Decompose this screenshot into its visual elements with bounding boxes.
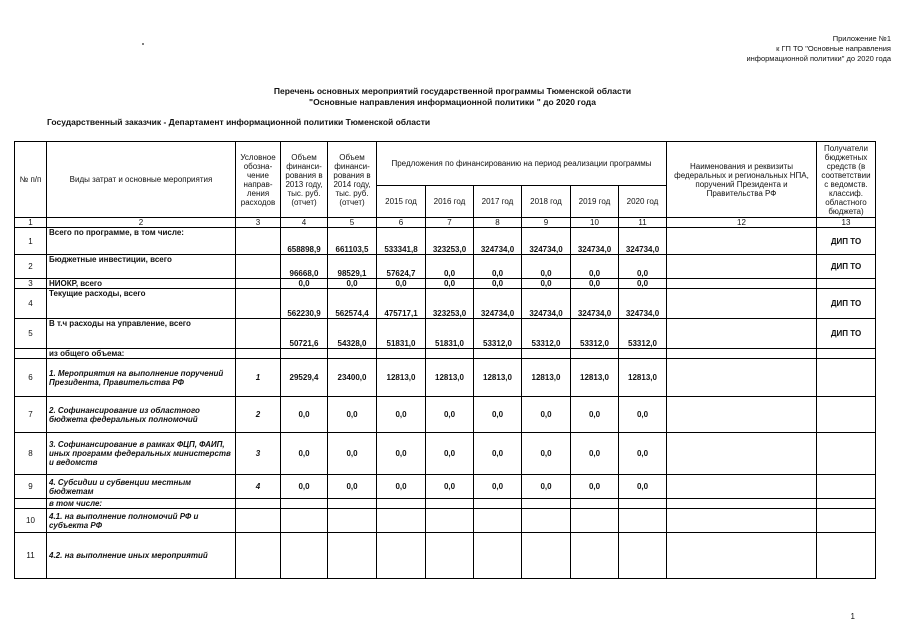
row-npa (667, 359, 817, 397)
row-value: 57624,7 (377, 255, 426, 279)
row-value: 0,0 (571, 255, 619, 279)
row-value: 0,0 (426, 279, 474, 289)
col-number: 3 (236, 218, 281, 228)
row-value: 0,0 (281, 433, 328, 475)
table-row (15, 499, 876, 509)
empty-cell (619, 509, 667, 533)
row-value: 562230,9 (281, 289, 328, 319)
row-recipient (817, 433, 876, 475)
row-value: 0,0 (281, 475, 328, 499)
empty-cell (522, 533, 571, 579)
row-value: 324734,0 (474, 228, 522, 255)
row-value: 54328,0 (328, 319, 377, 349)
empty-cell (667, 349, 817, 359)
table-row (15, 475, 876, 499)
row-recipient: ДИП ТО (817, 228, 876, 255)
empty-cell (667, 509, 817, 533)
empty-cell (328, 499, 377, 509)
empty-cell (236, 349, 281, 359)
row-value: 53312,0 (571, 319, 619, 349)
row-value: 323253,0 (426, 228, 474, 255)
row-value: 475717,1 (377, 289, 426, 319)
measures-table (14, 141, 876, 579)
row-value: 0,0 (522, 397, 571, 433)
empty-cell (377, 499, 426, 509)
row-index: 7 (15, 397, 47, 433)
empty-cell (522, 349, 571, 359)
row-value: 0,0 (281, 397, 328, 433)
row-name: Бюджетные инвестиции, всего (47, 255, 236, 279)
header-year: 2020 год (619, 186, 667, 218)
row-code (236, 319, 281, 349)
appendix-line-2: к ГП ТО "Основные направления (776, 44, 891, 53)
row-index: 3 (15, 279, 47, 289)
row-name: В т.ч расходы на управление, всего (47, 319, 236, 349)
row-value: 0,0 (377, 279, 426, 289)
row-index: 10 (15, 509, 47, 533)
row-value: 0,0 (328, 279, 377, 289)
empty-cell (236, 533, 281, 579)
col-number: 6 (377, 218, 426, 228)
empty-cell (817, 509, 876, 533)
row-value: 661103,5 (328, 228, 377, 255)
table-row (15, 255, 876, 279)
row-value: 12813,0 (474, 359, 522, 397)
header-year: 2015 год (377, 186, 426, 218)
header-year: 2017 год (474, 186, 522, 218)
col-number: 11 (619, 218, 667, 228)
header-code: Условное обозна-чение направ-ления расходов (236, 142, 281, 218)
row-value: 0,0 (377, 475, 426, 499)
row-value: 0,0 (328, 433, 377, 475)
row-value: 0,0 (328, 475, 377, 499)
row-value: 53312,0 (522, 319, 571, 349)
col-number: 2 (47, 218, 236, 228)
empty-cell (619, 533, 667, 579)
table-row (15, 359, 876, 397)
row-value: 12813,0 (377, 359, 426, 397)
row-value: 0,0 (619, 397, 667, 433)
title-line-1: Перечень основных мероприятий государственной программы Тюменской области (273, 86, 632, 96)
row-value: 12813,0 (571, 359, 619, 397)
row-name: 4.2. на выполнение иных мероприятий (47, 533, 236, 579)
empty-cell (328, 533, 377, 579)
row-npa (667, 475, 817, 499)
column-number-row (15, 218, 876, 228)
row-index (15, 349, 47, 359)
empty-cell (474, 509, 522, 533)
header-vol-2014: Объем финанси-рования в 2014 году, тыс. руб. (отчет) (328, 142, 377, 218)
row-value: 0,0 (619, 279, 667, 289)
row-value: 0,0 (426, 255, 474, 279)
row-index: 4 (15, 289, 47, 319)
header-year: 2018 год (522, 186, 571, 218)
state-customer: Государственный заказчик - Департамент информационной политики Тюменской области (47, 117, 431, 127)
title-line-2: "Основные направления информационной политики " до 2020 года (309, 97, 596, 107)
header-year: 2019 год (571, 186, 619, 218)
table-row (15, 433, 876, 475)
subheader-including: в том числе: (47, 499, 236, 509)
empty-cell (328, 509, 377, 533)
table-row (15, 397, 876, 433)
appendix-note (691, 34, 891, 64)
row-value: 0,0 (426, 475, 474, 499)
row-index: 9 (15, 475, 47, 499)
row-value: 658898,9 (281, 228, 328, 255)
empty-cell (474, 499, 522, 509)
col-number: 8 (474, 218, 522, 228)
appendix-line-3: информационной политики" до 2020 года (746, 54, 891, 63)
empty-cell (571, 533, 619, 579)
row-value: 98529,1 (328, 255, 377, 279)
row-value: 53312,0 (619, 319, 667, 349)
page-number: 1 (850, 612, 855, 621)
empty-cell (571, 509, 619, 533)
row-value: 324734,0 (619, 228, 667, 255)
empty-cell (571, 349, 619, 359)
empty-cell (667, 499, 817, 509)
row-value: 53312,0 (474, 319, 522, 349)
row-value: 0,0 (571, 433, 619, 475)
row-index (15, 499, 47, 509)
row-value: 0,0 (474, 397, 522, 433)
col-number: 5 (328, 218, 377, 228)
row-value: 0,0 (426, 397, 474, 433)
table-row (15, 349, 876, 359)
row-code (236, 289, 281, 319)
empty-cell (281, 499, 328, 509)
row-value: 0,0 (474, 279, 522, 289)
empty-cell (328, 349, 377, 359)
row-value: 0,0 (281, 279, 328, 289)
empty-cell (667, 533, 817, 579)
empty-cell (474, 533, 522, 579)
empty-cell (377, 349, 426, 359)
table-row (15, 279, 876, 289)
header-npa: Наименования и реквизиты федеральных и региональных НПА, поручений Президента и Правительства РФ (667, 142, 817, 218)
row-value: 0,0 (377, 397, 426, 433)
col-number: 13 (817, 218, 876, 228)
row-value: 0,0 (522, 475, 571, 499)
table-row (15, 228, 876, 255)
row-value: 324734,0 (522, 289, 571, 319)
row-code: 2 (236, 397, 281, 433)
empty-cell (281, 533, 328, 579)
row-value: 23400,0 (328, 359, 377, 397)
row-name: Текущие расходы, всего (47, 289, 236, 319)
row-index: 5 (15, 319, 47, 349)
row-npa (667, 319, 817, 349)
row-code (236, 279, 281, 289)
header-name: Виды затрат и основные мероприятия (47, 142, 236, 218)
row-code (236, 255, 281, 279)
row-value: 0,0 (522, 255, 571, 279)
row-value: 0,0 (328, 397, 377, 433)
row-name: НИОКР, всего (47, 279, 236, 289)
row-value: 0,0 (619, 255, 667, 279)
row-value: 0,0 (377, 433, 426, 475)
table-row (15, 509, 876, 533)
row-value: 0,0 (522, 433, 571, 475)
empty-cell (619, 349, 667, 359)
row-value: 324734,0 (474, 289, 522, 319)
row-name: 2. Софинансирование из областного бюджета федеральных полномочий (47, 397, 236, 433)
row-code: 1 (236, 359, 281, 397)
row-recipient (817, 397, 876, 433)
row-name: 4. Субсидии и субвенции местным бюджетам (47, 475, 236, 499)
row-name: 4.1. на выполнение полномочий РФ и субъекта РФ (47, 509, 236, 533)
row-index: 2 (15, 255, 47, 279)
row-recipient: ДИП ТО (817, 255, 876, 279)
row-value: 0,0 (571, 279, 619, 289)
row-code: 4 (236, 475, 281, 499)
header-num: № п/п (15, 142, 47, 218)
col-number: 4 (281, 218, 328, 228)
row-value: 324734,0 (619, 289, 667, 319)
row-value: 0,0 (571, 475, 619, 499)
row-value: 0,0 (571, 397, 619, 433)
subheader-of-total: из общего объема: (47, 349, 236, 359)
row-value: 51831,0 (426, 319, 474, 349)
row-name: 1. Мероприятия на выполнение поручений Президента, Правительства РФ (47, 359, 236, 397)
row-code: 3 (236, 433, 281, 475)
row-value: 50721,6 (281, 319, 328, 349)
row-value: 562574,4 (328, 289, 377, 319)
row-npa (667, 397, 817, 433)
row-value: 533341,8 (377, 228, 426, 255)
row-index: 8 (15, 433, 47, 475)
table-row (15, 533, 876, 579)
empty-cell (426, 533, 474, 579)
row-value: 0,0 (426, 433, 474, 475)
row-index: 1 (15, 228, 47, 255)
empty-cell (426, 509, 474, 533)
col-number: 12 (667, 218, 817, 228)
row-value: 12813,0 (426, 359, 474, 397)
header-proposals: Предложения по финансированию на период реализации программы (377, 142, 667, 186)
table-row (15, 289, 876, 319)
empty-cell (817, 533, 876, 579)
row-value: 12813,0 (619, 359, 667, 397)
row-recipient: ДИП ТО (817, 289, 876, 319)
empty-cell (571, 499, 619, 509)
empty-cell (236, 499, 281, 509)
row-name: Всего по программе, в том числе: (47, 228, 236, 255)
row-value: 324734,0 (571, 228, 619, 255)
row-npa (667, 279, 817, 289)
row-value: 12813,0 (522, 359, 571, 397)
scan-dot (142, 43, 144, 45)
row-recipient: ДИП ТО (817, 319, 876, 349)
col-number: 10 (571, 218, 619, 228)
row-value: 324734,0 (522, 228, 571, 255)
table-row (15, 319, 876, 349)
row-value: 0,0 (474, 255, 522, 279)
empty-cell (522, 499, 571, 509)
empty-cell (377, 509, 426, 533)
row-name: 3. Софинансирование в рамках ФЦП, ФАИП, иных программ федеральных министерств и ведомств (47, 433, 236, 475)
empty-cell (426, 499, 474, 509)
empty-cell (236, 509, 281, 533)
row-code (236, 228, 281, 255)
row-value: 324734,0 (571, 289, 619, 319)
row-value: 0,0 (619, 475, 667, 499)
empty-cell (817, 499, 876, 509)
header-vol-2013: Объем финанси-рования в 2013 году, тыс. руб. (отчет) (281, 142, 328, 218)
empty-cell (522, 509, 571, 533)
document-title (0, 86, 905, 108)
row-npa (667, 433, 817, 475)
row-recipient (817, 359, 876, 397)
empty-cell (817, 349, 876, 359)
row-npa (667, 289, 817, 319)
col-number: 1 (15, 218, 47, 228)
header-recipients: Получатели бюджетных средств (в соответствии с ведомств. классиф. областного бюджета) (817, 142, 876, 218)
empty-cell (281, 509, 328, 533)
row-value: 0,0 (474, 475, 522, 499)
row-npa (667, 255, 817, 279)
row-npa (667, 228, 817, 255)
empty-cell (426, 349, 474, 359)
row-value: 29529,4 (281, 359, 328, 397)
row-recipient (817, 475, 876, 499)
empty-cell (281, 349, 328, 359)
row-recipient (817, 279, 876, 289)
header-year: 2016 год (426, 186, 474, 218)
appendix-line-1: Приложение №1 (832, 34, 891, 43)
row-index: 11 (15, 533, 47, 579)
row-value: 0,0 (522, 279, 571, 289)
empty-cell (377, 533, 426, 579)
row-value: 96668,0 (281, 255, 328, 279)
row-value: 51831,0 (377, 319, 426, 349)
row-value: 0,0 (474, 433, 522, 475)
row-value: 0,0 (619, 433, 667, 475)
col-number: 7 (426, 218, 474, 228)
col-number: 9 (522, 218, 571, 228)
row-value: 323253,0 (426, 289, 474, 319)
empty-cell (474, 349, 522, 359)
row-index: 6 (15, 359, 47, 397)
empty-cell (619, 499, 667, 509)
